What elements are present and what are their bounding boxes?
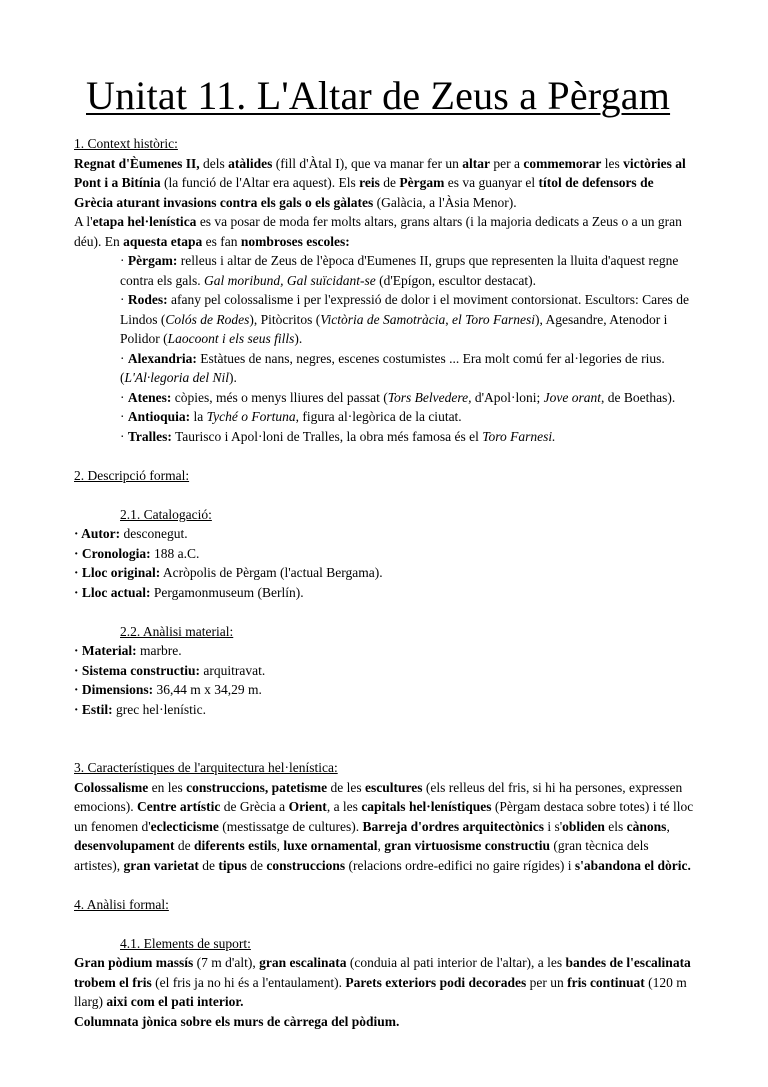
catalog-label: · Cronologia: [74,545,151,561]
spacer [74,485,694,505]
bold-text-run: desenvolupament [74,838,175,853]
catalog-value: 188 a.C. [150,545,200,561]
italic-text-run: Tors Belvedere, [387,389,472,405]
support-last-line [74,1012,694,1032]
text-run: · [120,253,128,268]
text-run: Taurisco i Apol·loni de Tralles, la obra més famosa és el [171,428,483,444]
italic-text-run: Toro Farnesi. [482,428,556,444]
spacer [74,875,694,895]
bold-text-run: gran virtuosisme constructiu [384,838,551,853]
text-run: , figura al·legòrica de la ciutat. [295,409,462,424]
text-run: · [120,389,128,405]
text-run: , a les [326,799,362,814]
spacer [74,602,694,622]
bold-text-run: atàlides [228,155,273,171]
catalog-label: · Lloc original: [74,565,161,580]
bold-text-run: capitals hel·lenístiques [361,799,492,814]
text-run: en les [148,779,187,795]
text-run: , de Boethas). [601,389,676,405]
italic-text-run: L'Al·legoria del Nil [124,370,230,385]
bold-text-run: eclecticisme [150,818,219,834]
text-run: (d'Epígon, escultor destacat). [375,272,536,288]
support-last-line-text: Columnata jònica sobre els murs de càrrega del pòdium. [74,1013,400,1029]
text-run: · [120,428,128,444]
text-run: de [379,175,400,190]
text-run: Estàtues de nans, negres, escenes costumistes ... Era molt comú fer al·legories de rius. ( [120,350,665,385]
bold-text-run: construccions [266,857,346,873]
material-value: 36,44 m x 34,29 m. [153,682,262,697]
text-run: , [445,311,452,327]
text-run: , [276,838,284,853]
bold-text-run: construccions, [186,779,269,795]
material-value: arquitravat. [200,662,266,678]
material-label: · Material: [74,643,137,658]
bold-text-run: Colossalisme [74,779,149,795]
bold-text-run: patetisme [271,779,328,795]
text-run: A l' [74,214,93,229]
bold-text-run: Alexandria: [127,350,197,366]
bold-text-run: Gran pòdium massís [74,955,194,970]
bold-text-run: escultures [364,779,423,795]
text-run: d'Apol·loni; [471,389,544,405]
text-run: (gran tècnica dels artistes), [74,838,649,873]
spacer [74,446,694,466]
bold-text-run: Antioquia: [127,409,191,424]
school-rodes [74,290,694,349]
text-run: per un [526,974,568,990]
catalog-value: Acròpolis de Pèrgam (l'actual Bergama). [160,565,383,580]
text-run: (7 m d'alt), [193,955,260,970]
text-run: de [198,857,219,873]
spacer [74,719,694,758]
catalog-item-chronology [74,544,694,564]
text-run: , [377,838,385,853]
bold-text-run: aquesta etapa [123,233,203,249]
section-2-heading: 2. Descripció formal: [74,467,190,483]
bold-text-run: Orient [288,799,327,814]
material-value: grec hel·lenístic. [112,701,206,717]
bold-text-run: reis [359,175,380,190]
text-run: (mestissatge de cultures). [218,818,363,834]
text-run: · [120,409,128,424]
bold-text-run: victòries al Pont i a Bitínia [74,155,686,190]
material-value: marbre. [136,643,182,658]
text-run: afany pel colossalisme i per l'expressió de dolor i el moviment contorsionat. Escultors: Cares de Lindos ( [120,292,689,327]
italic-text-run: Victòria de Samotràcia [320,311,446,327]
catalog-label: · Autor: [74,526,121,541]
bold-text-run: Regnat d'Èumenes II, [74,155,200,171]
context-paragraph-2 [74,212,694,251]
text-run: (els relleus del fris, si hi ha persones, expressen emocions). [74,779,683,814]
bold-text-run: Parets exteriors podi decorades [345,974,527,990]
text-run: (Pèrgam destaca sobre totes) i té lloc un fenomen d' [74,799,694,834]
text-run: els [604,818,627,834]
text-run: de [246,857,267,873]
italic-text-run: Colós de Rodes [165,311,250,327]
material-item-dimensions [74,680,694,700]
catalog-item-original-location [74,563,694,583]
bold-text-run: etapa hel·lenística [92,214,197,229]
catalog-item-author [74,524,694,544]
subsection-4-1-heading: 4.1. Elements de suport: [120,935,251,951]
text-run: es fan [202,233,241,249]
text-run: relleus i altar de Zeus de l'època d'Eumenes II, grups que representen la lluita d'aquest regne contra els gals. [120,253,679,288]
architecture-paragraph [74,778,694,876]
bold-text-run: tipus [218,857,247,873]
bold-text-run: Atenes: [127,389,172,405]
bold-text-run: Pèrgam [399,175,445,190]
section-3-heading: 3. Característiques de l'arquitectura hel·lenística: [74,760,338,775]
context-paragraph-1 [74,154,694,213]
text-run: (Galàcia, a l'Àsia Menor). [373,194,517,210]
bold-text-run: luxe ornamental [283,838,378,853]
bold-text-run: Rodes: [127,292,168,307]
material-label: · Sistema constructiu: [74,662,200,678]
text-run: les [601,155,624,171]
spacer [74,914,694,934]
school-alexandria [74,349,694,388]
italic-text-run: Gal moribund, Gal suïcidant-se [203,272,376,288]
text-run: ), Pitòcritos ( [249,311,321,327]
bold-text-run: nombroses escoles: [240,233,350,249]
section-4-heading: 4. Anàlisi formal: [74,896,169,912]
school-antioquia [74,407,694,427]
material-item-material [74,641,694,661]
catalog-label: · Lloc actual: [74,584,151,600]
text-run: dels [199,155,229,171]
text-run: (conduia al pati interior de l'altar), a les [346,955,566,970]
catalog-item-current-location [74,583,694,603]
school-tralles [74,427,694,447]
bold-text-run: fris continuat [567,974,645,990]
bold-text-run: obliden [562,818,605,834]
bold-text-run: altar [462,155,491,171]
material-item-system [74,661,694,681]
subsection-2-1-heading: 2.1. Catalogació: [120,506,212,522]
bold-text-run: gran varietat [123,857,199,873]
bold-text-run: diferents estils [194,838,277,853]
text-run: ), Agesandre, Atenodor i Polidor ( [120,311,668,346]
school-atenes [74,388,694,408]
text-run: i s' [543,818,563,834]
bold-text-run: Tralles: [127,428,172,444]
text-run: de les [327,779,365,795]
text-run: · [120,350,128,366]
section-1-heading: 1. Context històric: [74,136,178,151]
school-pergam [74,251,694,290]
text-run: còpies, més o menys lliures del passat ( [171,389,388,405]
text-run: , [666,818,670,834]
text-run: ). [229,370,237,385]
material-item-style [74,700,694,720]
bold-text-run: commemorar [523,155,602,171]
bold-text-run: Pèrgam: [127,253,178,268]
support-paragraph [74,953,694,1012]
text-run: es va guanyar el [444,175,539,190]
bold-text-run: títol de defensors de Grècia aturant invasions contra els gals o els gàlates [74,175,654,210]
material-label: · Estil: [74,701,113,717]
bold-text-run: cànons [626,818,667,834]
italic-text-run: Jove orant [543,389,602,405]
text-run: · [120,292,128,307]
document-body [74,134,694,1031]
text-run: (120 m llarg) [74,974,687,1009]
text-run: de Grècia a [220,799,289,814]
text-run: ). [294,331,303,346]
bold-text-run: bandes de l'escalinata trobem el fris [74,955,691,990]
catalog-value: Pergamonmuseum (Berlín). [150,584,304,600]
subsection-2-2-heading: 2.2. Anàlisi material: [120,623,234,639]
bold-text-run: aixi com el pati interior. [106,994,244,1009]
text-run: es va posar de moda fer molts altars, grans altars (i la majoria dedicats a Zeus o a un gran déu). En [74,214,682,249]
bold-text-run: gran escalinata [259,955,347,970]
text-run: (relacions ordre-edifici no gaire rígides) i [345,857,575,873]
italic-text-run: Laocoont i els seus fills [167,331,295,346]
italic-text-run: Tyché o Fortuna [206,409,296,424]
bold-text-run: Barreja d'ordres arquitectònics [362,818,544,834]
bold-text-run: Centre artístic [137,799,221,814]
italic-text-run: el Toro Farnesi [451,311,535,327]
text-run: (el fris ja no hi és a l'entaulament). [151,974,346,990]
text-run: de [174,838,195,853]
text-run: per a [490,155,524,171]
text-run: (fill d'Àtal I), que va manar fer un [272,155,463,171]
material-label: · Dimensions: [74,682,154,697]
catalog-value: desconegut. [120,526,188,541]
document-title: Unitat 11. L'Altar de Zeus a Pèrgam [86,73,671,118]
text-run: (la funció de l'Altar era aquest). Els [160,175,360,190]
text-run: la [190,409,207,424]
bold-text-run: s'abandona el dòric. [574,857,691,873]
